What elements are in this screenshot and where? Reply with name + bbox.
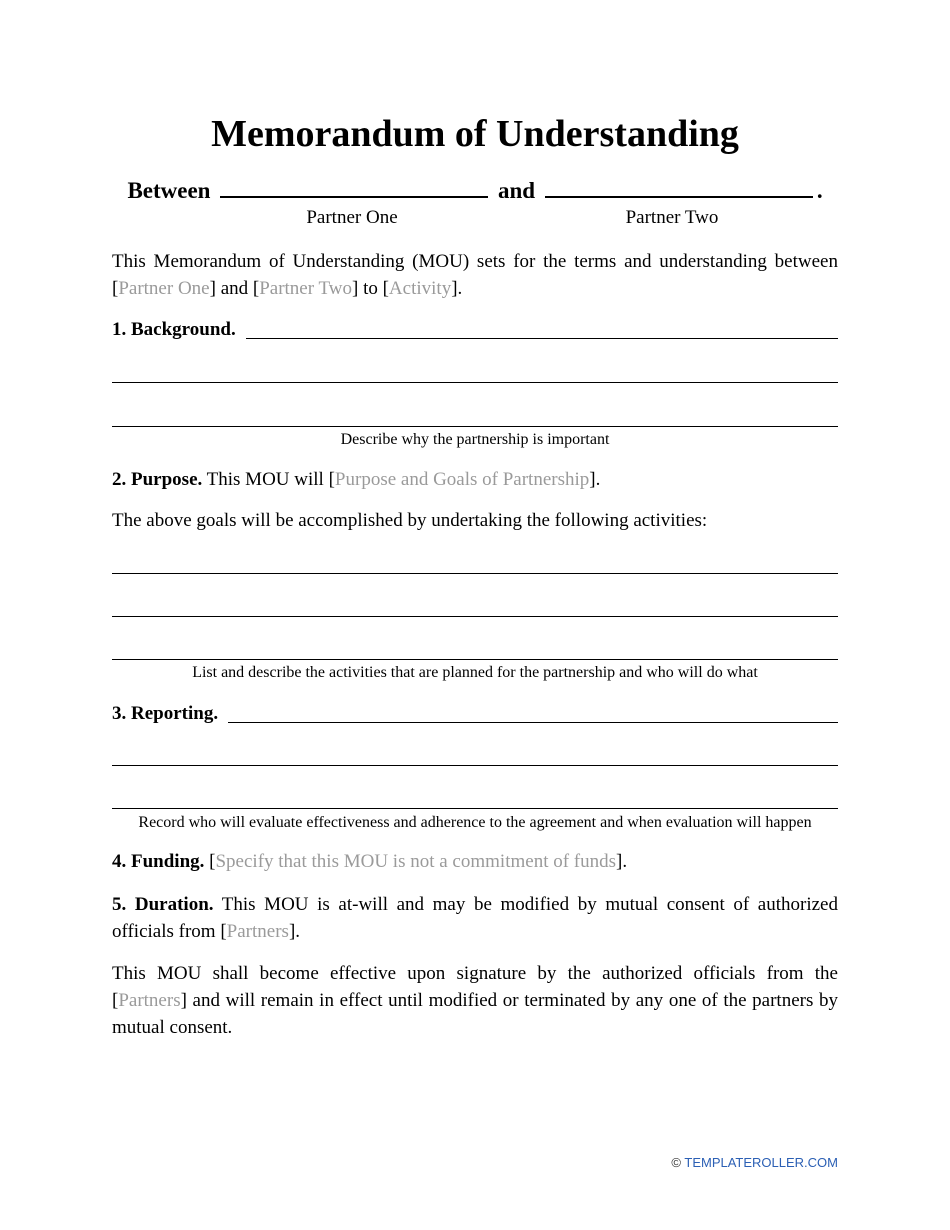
partner-two-blank[interactable]: [545, 174, 813, 198]
activities-line[interactable]: [112, 573, 838, 574]
placeholder-partners[interactable]: Partners: [118, 990, 181, 1011]
placeholder-partners[interactable]: Partners: [226, 921, 289, 942]
duration-text: .: [295, 921, 301, 942]
placeholder-partner-two[interactable]: Partner Two: [259, 278, 352, 299]
activities-intro: The above goals will be accomplished by undertaking the following activities:: [112, 510, 708, 531]
footer-credit: [671, 1155, 838, 1171]
background-hint: Describe why the partnership is important: [340, 431, 610, 448]
background-line[interactable]: [112, 426, 838, 427]
placeholder-funding[interactable]: Specify that this MOU is not a commitment of funds: [215, 851, 617, 872]
activities-line[interactable]: [112, 616, 838, 617]
reporting-line[interactable]: [228, 721, 838, 723]
end-punct: .: [816, 178, 823, 203]
purpose-text: .: [595, 469, 601, 490]
purpose-text: This MOU will: [202, 469, 329, 490]
background-line[interactable]: [246, 337, 838, 339]
effective-text: and will remain in effect until modified or terminated by any one of the partners by mutual consent.: [112, 990, 838, 1038]
document-title: Memorandum of Understanding: [211, 113, 739, 155]
duration-heading: 5. Duration.: [112, 894, 214, 915]
purpose-heading: 2. Purpose.: [112, 469, 203, 490]
intro-text: This Memorandum of Understanding (MOU) sets for the terms and understanding between: [112, 251, 838, 272]
funding-heading: 4. Funding.: [112, 851, 205, 872]
reporting-heading: 3. Reporting.: [112, 703, 219, 724]
partner-two-label: Partner Two: [625, 207, 719, 228]
effective-text: This MOU shall become effective upon signature by the authorized officials from the: [112, 963, 838, 984]
between-row: [0, 174, 950, 206]
reporting-row: [112, 700, 838, 727]
intro-text: to: [358, 278, 383, 299]
between-word: Between: [127, 178, 211, 203]
placeholder-partner-one[interactable]: Partner One: [118, 278, 210, 299]
partner-one-label: Partner One: [306, 207, 398, 228]
background-line[interactable]: [112, 382, 838, 383]
reporting-line[interactable]: [112, 765, 838, 766]
copyright-symbol: ©: [671, 1155, 681, 1170]
activities-line[interactable]: [112, 659, 838, 660]
duration-paragraph: 5. Duration. This MOU is at-will and may be modified by mutual consent of authorized officials from [Partners].: [112, 894, 838, 942]
funding-paragraph: 4. Funding. [Specify that this MOU is not a commitment of funds].: [112, 851, 628, 872]
funding-text: .: [622, 851, 628, 872]
reporting-hint: Record who will evaluate effectiveness and adherence to the agreement and when evaluation will happen: [138, 814, 812, 831]
placeholder-activity[interactable]: Activity: [388, 278, 452, 299]
partner-one-blank[interactable]: [220, 174, 488, 198]
activities-hint: List and describe the activities that are planned for the partnership and who will do what: [192, 664, 758, 681]
purpose-paragraph: 2. Purpose. This MOU will [Purpose and Goals of Partnership].: [112, 469, 601, 490]
effective-paragraph: This MOU shall become effective upon signature by the authorized officials from the [Partners] and will remain in effect until modified or terminated by any one of the partners by mutual consent.: [112, 963, 838, 1038]
background-heading: 1. Background.: [112, 319, 236, 340]
duration-text: This MOU is at-will and may be modified by mutual consent of authorized officials from: [112, 894, 838, 942]
intro-text: and: [215, 278, 253, 299]
intro-paragraph: This Memorandum of Understanding (MOU) sets for the terms and understanding between [Partner One] and [Partner Two] to [Activity].: [112, 251, 838, 299]
placeholder-purpose-goals[interactable]: Purpose and Goals of Partnership: [334, 469, 590, 490]
templateroller-link[interactable]: TEMPLATEROLLER.COM: [684, 1155, 838, 1170]
background-row: [112, 316, 838, 343]
reporting-line[interactable]: [112, 808, 838, 809]
intro-text: .: [457, 278, 463, 299]
and-word: and: [497, 178, 536, 203]
